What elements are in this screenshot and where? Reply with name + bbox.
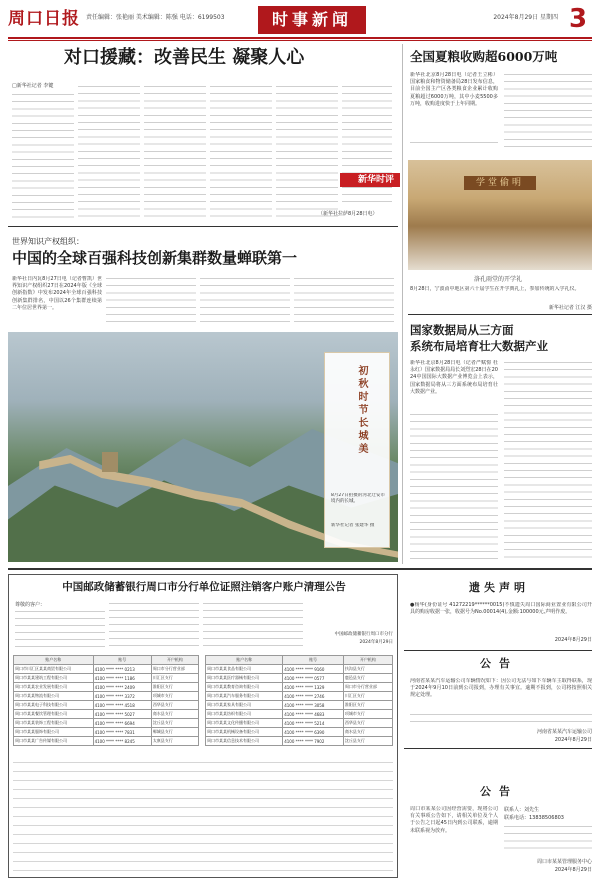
notice-1-text-cont xyxy=(410,712,592,726)
table-row xyxy=(14,710,199,719)
notice-2-text: 周口市某某公司因经营需要，现将公司有关事项公告如下，请相关单位及个人于公告之日起45日内到公司联系，逾期未联系视为放弃。 xyxy=(410,806,498,834)
postal-table-left xyxy=(13,655,199,746)
postal-title: 中国邮政储蓄银行周口市分行单位证照注销客户账户清理公告 xyxy=(62,581,346,593)
watchtower xyxy=(102,452,118,472)
column-header: 开户机构 xyxy=(151,656,198,665)
cell: 商水县支行 xyxy=(343,728,392,737)
photo-vertical-title: 初秋时节长城美 xyxy=(356,365,367,456)
table-row xyxy=(206,728,393,737)
cell: 西华县支行 xyxy=(151,701,198,710)
notice-1-date: 2024年8月29日 xyxy=(554,737,592,743)
cell: 项城市支行 xyxy=(151,692,198,701)
postal-notice-box xyxy=(8,574,398,878)
cell: 周口市某某信息技术有限公司 xyxy=(206,737,283,746)
school-credit: 新华社记者 江汉 摄 xyxy=(548,305,592,311)
table-row xyxy=(206,701,393,710)
cell: 周口市某某电子科技有限公司 xyxy=(14,701,94,710)
postal-sign: 中国邮政储蓄银行周口市分行 xyxy=(334,632,393,637)
divider xyxy=(8,226,398,227)
cell: 4100 **** **** 2409 xyxy=(93,683,151,692)
cell: 4100 **** **** 9160 xyxy=(283,665,344,674)
cell: 周口市某某教育咨询有限公司 xyxy=(206,683,283,692)
tibet-byline: □新华社记者 李键 xyxy=(12,83,54,89)
column-header: 账号 xyxy=(283,656,344,665)
photo-credit: 新华社记者 张建华 摄 xyxy=(331,523,375,528)
cell: 周口市分行营业部 xyxy=(151,665,198,674)
cell: 淮阳区支行 xyxy=(343,701,392,710)
postal-table-continuation xyxy=(13,759,393,873)
cell: 4100 **** **** 3058 xyxy=(283,701,344,710)
tibet-column-4 xyxy=(210,84,272,220)
notice-2-phone: 联系电话：13838506803 xyxy=(504,815,564,821)
postal-text-1 xyxy=(15,609,105,649)
table-row xyxy=(14,692,199,701)
table-row xyxy=(14,728,199,737)
table-row xyxy=(14,701,199,710)
table-row xyxy=(206,719,393,728)
notice-2-title: 公告 xyxy=(480,785,518,798)
table-row xyxy=(206,710,393,719)
photo-caption-panel xyxy=(324,352,390,548)
xinhua-comment-tag: 新华时评 xyxy=(340,173,400,187)
tech-column-2 xyxy=(106,276,196,326)
table-row xyxy=(206,674,393,683)
cell: 4100 **** **** 8245 xyxy=(93,737,151,746)
cell: 4100 **** **** 3372 xyxy=(93,692,151,701)
postal-table-right xyxy=(205,655,393,746)
tibet-column-2 xyxy=(78,84,140,220)
school-plaque: 学堂偷明 xyxy=(464,176,536,190)
table-row xyxy=(206,683,393,692)
cell: 4100 **** **** 2746 xyxy=(283,692,344,701)
cell: 扶沟县支行 xyxy=(343,665,392,674)
table-row xyxy=(206,665,393,674)
column-header: 账号 xyxy=(93,656,151,665)
cell: 周口市某某食品有限公司 xyxy=(206,665,283,674)
lost-notice-title: 遗失声明 xyxy=(469,581,529,594)
cell: 项城市支行 xyxy=(343,710,392,719)
header-rule-thin xyxy=(8,40,592,41)
grain-column-2 xyxy=(504,72,592,148)
divider xyxy=(408,314,592,315)
cell: 鹿邑县支行 xyxy=(343,674,392,683)
cell: 周口市某某广告传媒有限公司 xyxy=(14,737,94,746)
notice-2-date: 2024年8月29日 xyxy=(554,867,592,873)
column-divider xyxy=(402,44,403,564)
table-row xyxy=(14,665,199,674)
school-ceremony-photo xyxy=(408,160,592,270)
editor-info: 责任编辑：张艳丽 美术编辑：陈强 电话：6199503 xyxy=(86,14,225,21)
cell: 川汇区支行 xyxy=(343,692,392,701)
table-row xyxy=(14,674,199,683)
grain-headline: 全国夏粮收购超6000万吨 xyxy=(410,49,558,64)
tech-column-3 xyxy=(200,276,290,326)
cell: 4100 **** **** 1329 xyxy=(283,683,344,692)
postal-text-3 xyxy=(203,601,303,649)
data-lead: 新华社北京8月28日电（记者严赋憬 杜永红）国家数据局局长刘烈宏28日在2024中国国际大数据产业博览会上表示，国家数据局将从三方面系统布局培育壮大数据产业。 xyxy=(410,360,498,395)
notice-1-text: 河南省某某汽车运输公司车辆情况如下：因公司无法与如下车辆车主取得联系，现于2024年9月10日前到公司报到，办理有关事宜。逾期不报到，公司将按照相关规定处理。 xyxy=(410,678,592,699)
cell: 太康县支行 xyxy=(151,737,198,746)
tibet-column-5 xyxy=(276,84,338,220)
divider xyxy=(404,650,592,651)
issue-date: 2024年8月29日 星期四 xyxy=(493,14,558,21)
cell: 4100 **** **** 0577 xyxy=(283,674,344,683)
cell: 周口市某某纺织有限公司 xyxy=(206,710,283,719)
lost-notice-text: ●杨华(身份证号 41272219******0015)不慎遗失周口国际商业置业有限公司开具的购房收据一张，收据号为No.00014(4),金额:100000元,声明作废。 xyxy=(410,602,592,616)
cell: 4100 **** **** 4518 xyxy=(93,701,151,710)
tech-kicker: 世界知识产权组织： xyxy=(12,237,84,246)
notice-1-title: 公告 xyxy=(480,657,518,670)
cell: 川汇区支行 xyxy=(151,674,198,683)
tibet-column-6 xyxy=(342,84,392,208)
column-header: 开户机构 xyxy=(343,656,392,665)
tech-headline: 中国的全球百强科技创新集群数量蝉联第一 xyxy=(12,249,298,267)
cell: 周口市某某建筑工程有限公司 xyxy=(14,674,94,683)
data-column-2 xyxy=(504,360,592,560)
grain-column-1-end xyxy=(410,140,498,148)
cell: 周口市某某餐饮管理有限公司 xyxy=(14,710,94,719)
cell: 周口市某某农业发展有限公司 xyxy=(14,683,94,692)
tibet-column-3 xyxy=(144,84,206,220)
cell: 商水县支行 xyxy=(151,710,198,719)
cell: 周口市分行营业部 xyxy=(343,683,392,692)
cell: 4100 **** **** 0213 xyxy=(93,665,151,674)
column-header: 账户名称 xyxy=(206,656,283,665)
cell: 淮阳区支行 xyxy=(151,683,198,692)
cell: 4100 **** **** 1186 xyxy=(93,674,151,683)
cell: 4100 **** **** 5214 xyxy=(283,719,344,728)
cell: 周口市某某装饰工程有限公司 xyxy=(14,719,94,728)
data-headline-2: 系统布局培育壮大数据产业 xyxy=(410,339,548,353)
tech-lead: 新华社日内瓦8月27日电（记者曹凯）世界知识产权组织27日在2024年版《全球创新指数》中发布2024年全球百强科技创新集群排名，中国以26个集群连续第二年位居世界第一。 xyxy=(12,276,102,311)
divider xyxy=(404,748,592,749)
cell: 周口市某某医疗器械有限公司 xyxy=(206,674,283,683)
cell: 周口市某某文化传播有限公司 xyxy=(206,719,283,728)
table-row xyxy=(206,692,393,701)
cell: 沈丘县支行 xyxy=(343,737,392,746)
newspaper-logo: 周口日报 xyxy=(8,9,80,29)
photo-caption: 8月27日拍摄的河北迁安市境内的长城。 xyxy=(331,493,385,504)
cell: 周口市某某物流有限公司 xyxy=(14,692,94,701)
notice-2-text-cont xyxy=(504,824,592,854)
section-title: 时事新闻 xyxy=(258,6,366,34)
postal-text-2 xyxy=(109,601,199,649)
cell: 周口市川汇区某某商贸有限公司 xyxy=(14,665,94,674)
cell: 4100 **** **** 7831 xyxy=(93,728,151,737)
table-row xyxy=(206,737,393,746)
school-caption: 洛孔雨堂的开学礼 xyxy=(473,276,522,282)
cell: 周口市某某机械设备有限公司 xyxy=(206,728,283,737)
notice-1-sign: 河南省某某汽车运输公司 xyxy=(536,729,592,735)
grain-lead: 新华社北京8月28日电（记者王立彬）国家粮食和物资储备局28日发布信息，目前全国主产区各类粮食企业累计收购夏粮超过6000万吨，其中小麦5500多万吨，收购进度快于上年同期。 xyxy=(410,72,498,107)
cell: 周口市某某汽车服务有限公司 xyxy=(206,692,283,701)
cell: 4100 **** **** 4683 xyxy=(283,710,344,719)
tibet-column-1 xyxy=(12,92,74,220)
tech-column-4 xyxy=(294,276,394,326)
table-row xyxy=(14,737,199,746)
tibet-dateline: （新华社拉萨8月28日电） xyxy=(318,211,378,217)
page-number: 3 xyxy=(568,4,588,34)
cell: 沈丘县支行 xyxy=(151,719,198,728)
cell: 西华县支行 xyxy=(343,719,392,728)
cell: 4100 **** **** 6390 xyxy=(283,728,344,737)
table-row xyxy=(14,683,199,692)
table-row xyxy=(14,719,199,728)
school-text: 8月28日，宁波甬中地区第六十届学生在开学典礼上，参加传统的入学礼仪。 xyxy=(410,286,580,292)
data-headline-1: 国家数据局从三方面 xyxy=(410,323,514,337)
cell: 4100 **** **** 6694 xyxy=(93,719,151,728)
column-header: 账户名称 xyxy=(14,656,94,665)
table-header-row xyxy=(14,656,199,665)
postal-date: 2024年8月29日 xyxy=(359,640,393,645)
notice-2-contact: 联系人：刘先生 xyxy=(504,807,540,813)
cell: 周口市某某服饰有限公司 xyxy=(14,728,94,737)
data-column-1 xyxy=(410,412,498,560)
cell: 周口市某某家具有限公司 xyxy=(206,701,283,710)
cell: 4100 **** **** 5027 xyxy=(93,710,151,719)
postal-salutation: 尊敬的客户： xyxy=(15,602,46,608)
notice-2-sign: 周口市某某管理服务中心 xyxy=(536,859,592,865)
cell: 4100 **** **** 7902 xyxy=(283,737,344,746)
table-header-row xyxy=(206,656,393,665)
cell: 郸城县支行 xyxy=(151,728,198,737)
header-rule xyxy=(8,37,592,39)
lost-notice-date: 2024年8月29日 xyxy=(554,637,592,643)
section-divider xyxy=(8,568,592,570)
tibet-headline: 对口援藏：改善民生 凝聚人心 xyxy=(64,47,305,68)
